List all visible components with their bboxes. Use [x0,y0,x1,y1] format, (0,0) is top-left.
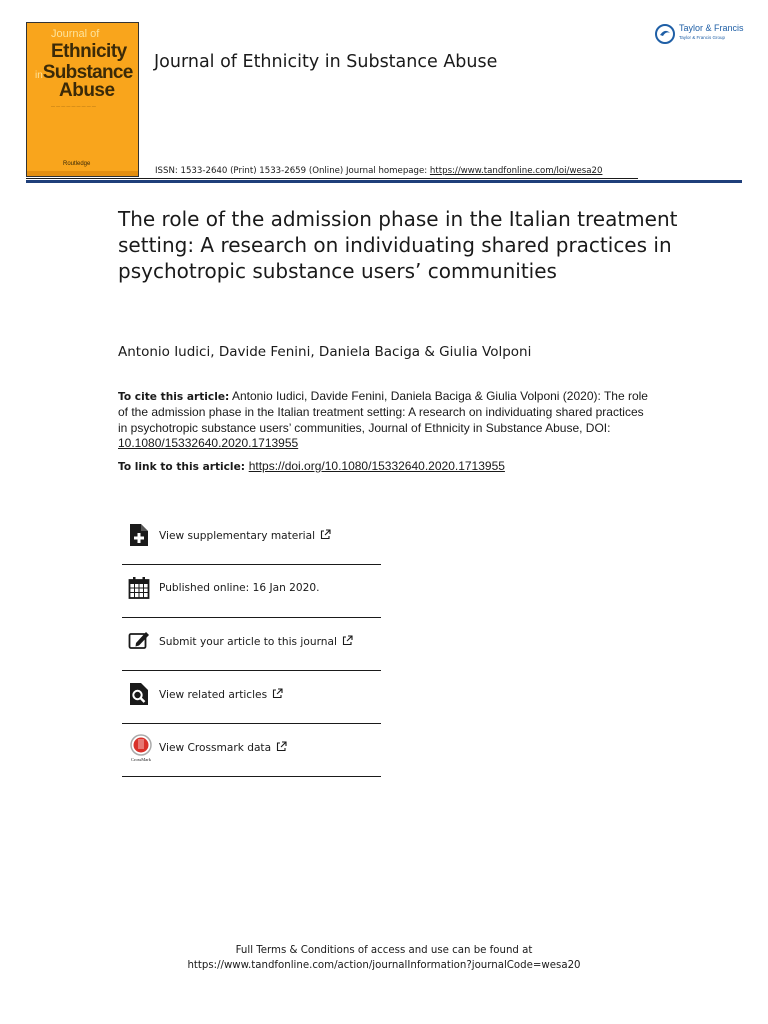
journal-homepage-link[interactable]: https://www.tandfonline.com/loi/wesa20 [429,166,603,176]
crossmark-caption: CrossMark [131,757,151,762]
article-link-block [118,459,505,473]
info-item-label [159,529,331,542]
article-doi-url[interactable]: https://doi.org/10.1080/15332640.2020.1713955 [248,459,505,473]
cover-small-print: — — — — — — — — — [51,103,96,108]
external-link-icon [272,688,283,699]
taylor-francis-logo[interactable] [655,22,745,46]
info-item-label [159,582,320,594]
article-authors: Antonio Iudici, Davide Fenini, Daniela Baciga & Giulia Volponi [118,344,532,360]
header-divider-thin [26,178,638,179]
info-item-label [159,741,287,754]
cover-line-2: Ethnicity [51,41,127,62]
edit-icon [128,628,150,654]
footer-terms-url[interactable]: https://www.tandfonline.com/action/journalInformation?journalCode=wesa20 [187,960,581,971]
info-item-supplementary[interactable] [122,512,381,565]
cover-line-3-prefix: in [35,70,43,81]
info-item-crossmark[interactable] [122,724,381,777]
citation-block [118,389,648,452]
header-divider [26,180,742,183]
cover-line-1: Journal of [51,28,100,40]
calendar-icon [128,575,150,601]
external-link-icon [320,529,331,540]
publisher-group: Taylor & Francis Group [679,35,726,40]
external-link-icon [342,635,353,646]
cite-label: To cite this article: [118,391,230,403]
footer-line-1: Full Terms & Conditions of access and use can be found at [235,945,533,956]
journal-cover-image [26,22,139,177]
info-item-label [159,688,283,701]
cite-text: Antonio Iudici, Davide Fenini, Daniela Baciga & Giulia Volponi (2020): The role of the admission phase in the Italian treatment setting: A research on individuating shared practices in psychotropic substance users’ communities, Journal of Ethnicity in Substance Abuse, DOI: [118,389,648,435]
external-link-icon [276,741,287,752]
issn-line [155,166,602,176]
published-label: Published online: 16 Jan 2020. [159,582,320,594]
info-item-published [122,565,381,618]
link-label: To link to this article: [118,461,249,473]
related-label: View related articles [159,689,268,701]
cover-line-4: Abuse [59,80,115,101]
search-document-icon [128,681,150,707]
routledge-logo: Routledge [63,161,91,167]
journal-title: Journal of Ethnicity in Substance Abuse [154,52,498,72]
crossmark-label: View Crossmark data [159,742,272,754]
terms-footer [0,943,768,973]
taylor-francis-logo-icon [655,24,675,44]
supplementary-file-icon [128,522,150,548]
supplementary-label: View supplementary material [159,530,316,542]
submit-label: Submit your article to this journal [159,636,337,648]
info-item-label [159,635,353,648]
article-info-list [122,512,381,777]
doi-link[interactable]: 10.1080/15332640.2020.1713955 [118,436,299,451]
info-item-submit[interactable] [122,618,381,671]
article-title: The role of the admission phase in the Italian treatment setting: A research on individuating shared practices in psychotropic substance users’ communities [118,207,678,283]
crossmark-icon [128,734,150,760]
issn-text: ISSN: 1533-2640 (Print) 1533-2659 (Online) Journal homepage: [155,166,430,176]
cover-bottom-bar [27,171,138,176]
cover-line-3-text: Substance [42,62,133,83]
publisher-name: Taylor & Francis [679,23,744,33]
info-item-related[interactable] [122,671,381,724]
